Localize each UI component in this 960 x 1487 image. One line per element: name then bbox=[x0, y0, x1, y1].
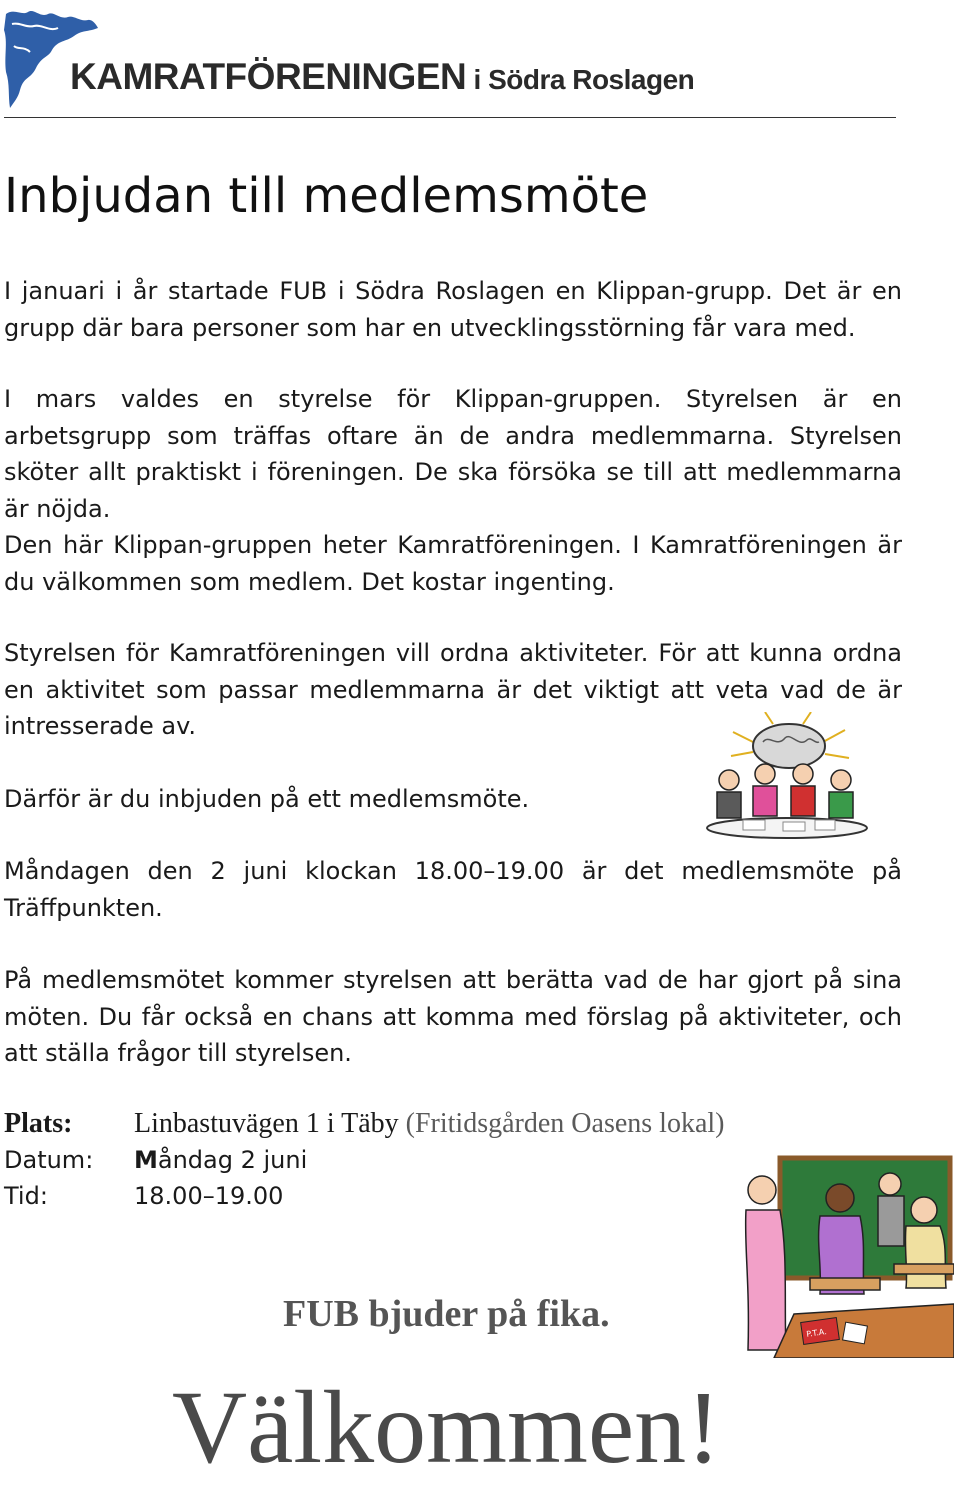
paragraph-intro: I januari i år startade FUB i Södra Roslagen en Klippan-grupp. Det är en grupp där bara personer som har en utvecklingsstörning får vara med. bbox=[4, 277, 902, 342]
place-note: (Fritidsgården Oasens lokal) bbox=[398, 1108, 725, 1139]
date-value bbox=[134, 1146, 307, 1174]
letterhead bbox=[0, 0, 960, 120]
brand-sub: i Södra Roslagen bbox=[466, 64, 695, 95]
paragraph-group-name: Den här Klippan-gruppen heter Kamratföreningen. I Kamratföreningen är du välkommen som medlem. Det kostar ingenting. bbox=[4, 531, 902, 596]
place-address: Linbastuvägen 1 i Täby bbox=[134, 1108, 399, 1139]
time-label: Tid: bbox=[4, 1182, 48, 1210]
brand-name bbox=[70, 56, 694, 98]
fika-note: FUB bjuder på fika. bbox=[283, 1293, 610, 1335]
time-value: 18.00–19.00 bbox=[134, 1182, 284, 1210]
date-value-rest: åndag 2 juni bbox=[157, 1146, 308, 1174]
page-title: Inbjudan till medlemsmöte bbox=[4, 168, 649, 224]
place-value bbox=[134, 1108, 724, 1140]
place-label: Plats: bbox=[4, 1108, 73, 1139]
paragraph-meeting-time: Måndagen den 2 juni klockan 18.00–19.00 är det medlemsmöte på Träffpunkten. bbox=[4, 857, 902, 922]
brainstorm-meeting-clipart bbox=[703, 712, 873, 842]
paragraph-agenda: På medlemsmötet kommer styrelsen att berätta vad de har gjort på sina möten. Du får också en chans att komma med förslag på aktiviteter, och att ställa frågor till styrelsen. bbox=[4, 966, 902, 1067]
header-rule bbox=[4, 117, 896, 118]
classroom-clipart bbox=[740, 1154, 954, 1358]
paragraph-board: I mars valdes en styrelse för Klippan-gruppen. Styrelsen är en arbetsgrupp som träffas oftare än de andra medlemmarna. Styrelsen sköter allt praktiskt i föreningen. De ska försöka se till att medlemmarna är nöjda. bbox=[4, 385, 902, 523]
pta-label: P.T.A. bbox=[805, 1327, 828, 1339]
brand-main: KAMRATFÖRENINGEN bbox=[70, 56, 467, 97]
welcome-heading: Välkommen! bbox=[172, 1370, 721, 1485]
date-value-first: M bbox=[134, 1146, 158, 1174]
paragraph-invitation: Därför är du inbjuden på ett medlemsmöte. bbox=[4, 785, 530, 813]
paragraph-activities: Styrelsen för Kamratföreningen vill ordna aktiviteter. För att kunna ordna en aktivitet som passar medlemmarna är det viktigt att veta vad de är intresserade av. bbox=[4, 639, 902, 740]
date-label: Datum: bbox=[4, 1146, 94, 1174]
